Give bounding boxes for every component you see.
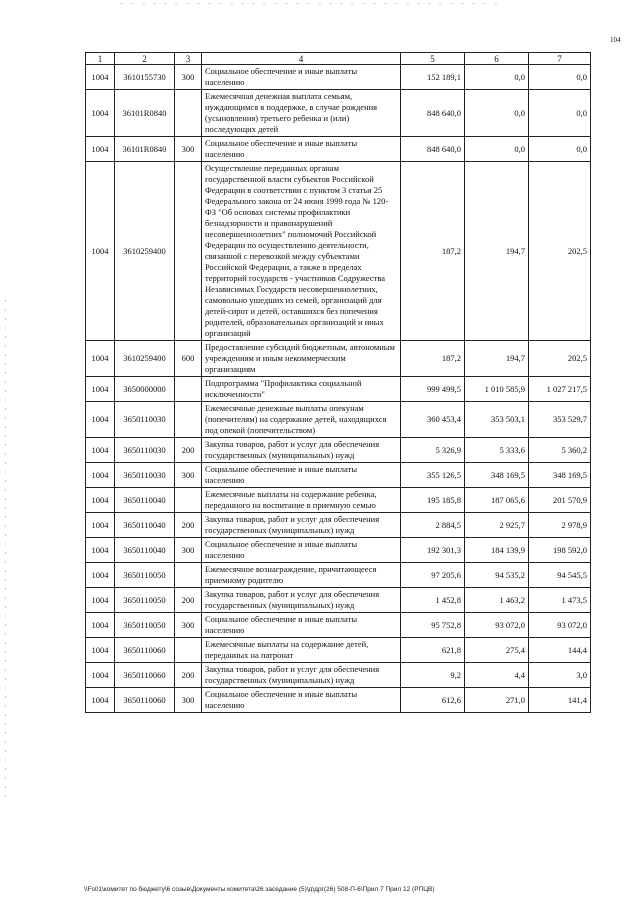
table-row xyxy=(86,162,591,341)
table-row xyxy=(86,688,591,713)
table-row xyxy=(86,563,591,588)
table-row xyxy=(86,638,591,663)
section-code-cell: 1004 xyxy=(86,438,115,463)
target-article-cell: 3650110050 xyxy=(115,588,175,613)
amount-col6-cell: 348 169,5 xyxy=(465,463,529,488)
amount-col6-cell: 4,4 xyxy=(465,663,529,688)
table-row xyxy=(86,613,591,638)
amount-col7-cell: 1 027 217,5 xyxy=(529,377,591,402)
amount-col7-cell: 94 545,5 xyxy=(529,563,591,588)
amount-col6-cell: 187 065,6 xyxy=(465,488,529,513)
header-cell: 3 xyxy=(175,53,202,65)
section-code-cell: 1004 xyxy=(86,402,115,438)
amount-col6-cell: 194,7 xyxy=(465,341,529,377)
amount-col7-cell: 202,5 xyxy=(529,162,591,341)
description-cell: Социальное обеспечение и иные выплаты населению xyxy=(202,463,401,488)
expense-type-cell xyxy=(175,638,202,663)
expense-type-cell: 300 xyxy=(175,688,202,713)
target-article-cell: 3650110030 xyxy=(115,402,175,438)
table-row xyxy=(86,663,591,688)
expense-type-cell: 200 xyxy=(175,513,202,538)
amount-col6-cell: 1 463,2 xyxy=(465,588,529,613)
scan-artifact-left xyxy=(5,300,6,800)
description-cell: Социальное обеспечение и иные выплаты населению xyxy=(202,613,401,638)
amount-col7-cell: 0,0 xyxy=(529,90,591,137)
amount-col6-cell: 0,0 xyxy=(465,65,529,90)
description-cell: Социальное обеспечение и иные выплаты населению xyxy=(202,688,401,713)
expense-type-cell: 300 xyxy=(175,463,202,488)
description-cell: Социальное обеспечение и иные выплаты населению xyxy=(202,538,401,563)
description-cell: Осуществление переданных органам государственной власти субъектов Российской Федерации в соответствии с пунктом 3 статьи 25 Федерального закона от 24 июня 1999 года № 120-ФЗ "Об основах системы профилактики безнадзорности и правонарушений несовершеннолетних" полномочий Российской Федерации по осуществлению деятельности, связанной с перевозкой между субъектами Российской Федерации, а также в пределах территорий государств - участников Содружества Независимых Государств несовершеннолетних, самовольно ушедших из семей, организаций для детей-сирот и детей, оставшихся без попечения родителей, образовательных организаций и иных организаций xyxy=(202,162,401,341)
target-article-cell: 36101R0840 xyxy=(115,90,175,137)
section-code-cell: 1004 xyxy=(86,377,115,402)
description-cell: Закупка товаров, работ и услуг для обеспечения государственных (муниципальных) нужд xyxy=(202,438,401,463)
amount-col7-cell: 2 978,9 xyxy=(529,513,591,538)
section-code-cell: 1004 xyxy=(86,563,115,588)
target-article-cell: 3650110040 xyxy=(115,513,175,538)
target-article-cell: 3650000000 xyxy=(115,377,175,402)
section-code-cell: 1004 xyxy=(86,90,115,137)
amount-col7-cell: 3,0 xyxy=(529,663,591,688)
table-row xyxy=(86,488,591,513)
amount-col6-cell: 275,4 xyxy=(465,638,529,663)
expense-type-cell: 200 xyxy=(175,663,202,688)
amount-col5-cell: 355 126,5 xyxy=(401,463,465,488)
header-cell: 1 xyxy=(86,53,115,65)
header-cell: 2 xyxy=(115,53,175,65)
section-code-cell: 1004 xyxy=(86,538,115,563)
amount-col6-cell: 5 333,6 xyxy=(465,438,529,463)
section-code-cell: 1004 xyxy=(86,688,115,713)
table-row xyxy=(86,402,591,438)
target-article-cell: 36101R0840 xyxy=(115,137,175,162)
table-row xyxy=(86,377,591,402)
description-cell: Предоставление субсидий бюджетным, автономным учреждениям и иным некоммерческим организациям xyxy=(202,341,401,377)
amount-col6-cell: 271,0 xyxy=(465,688,529,713)
target-article-cell: 3610259400 xyxy=(115,341,175,377)
target-article-cell: 3650110030 xyxy=(115,463,175,488)
section-code-cell: 1004 xyxy=(86,341,115,377)
footer-file-path: \\Fs01\комитет по бюджету\6 созыв\Документы комитета\26 заседание (5)\д\дрг(26) 508-П-6\Прил 7 Прил 12 (РПЦВ) xyxy=(84,886,435,893)
amount-col5-cell: 360 453,4 xyxy=(401,402,465,438)
table-row xyxy=(86,513,591,538)
table-row xyxy=(86,438,591,463)
amount-col6-cell: 94 535,2 xyxy=(465,563,529,588)
section-code-cell: 1004 xyxy=(86,463,115,488)
expense-type-cell: 200 xyxy=(175,588,202,613)
description-cell: Закупка товаров, работ и услуг для обеспечения государственных (муниципальных) нужд xyxy=(202,588,401,613)
description-cell: Подпрограмма "Профилактика социальной исключенности" xyxy=(202,377,401,402)
description-cell: Ежемесячные денежные выплаты опекунам (попечителям) на содержание детей, находящихся под опекой (попечительством) xyxy=(202,402,401,438)
header-cell: 5 xyxy=(401,53,465,65)
target-article-cell: 3610259400 xyxy=(115,162,175,341)
amount-col7-cell: 93 072,0 xyxy=(529,613,591,638)
table-row xyxy=(86,65,591,90)
section-code-cell: 1004 xyxy=(86,613,115,638)
header-cell: 7 xyxy=(529,53,591,65)
expense-type-cell xyxy=(175,488,202,513)
target-article-cell: 3650110030 xyxy=(115,438,175,463)
budget-table xyxy=(85,52,591,713)
amount-col5-cell: 97 205,6 xyxy=(401,563,465,588)
section-code-cell: 1004 xyxy=(86,588,115,613)
amount-col5-cell: 848 640,0 xyxy=(401,137,465,162)
section-code-cell: 1004 xyxy=(86,65,115,90)
expense-type-cell: 300 xyxy=(175,65,202,90)
target-article-cell: 3650110060 xyxy=(115,638,175,663)
section-code-cell: 1004 xyxy=(86,663,115,688)
description-cell: Ежемесячные выплаты на содержание детей, переданных на патронат xyxy=(202,638,401,663)
amount-col5-cell: 848 640,0 xyxy=(401,90,465,137)
amount-col6-cell: 0,0 xyxy=(465,137,529,162)
amount-col6-cell: 0,0 xyxy=(465,90,529,137)
expense-type-cell: 300 xyxy=(175,613,202,638)
amount-col5-cell: 5 326,9 xyxy=(401,438,465,463)
table-row xyxy=(86,90,591,137)
description-cell: Ежемесячное вознаграждение, причитающееся приемному родителю xyxy=(202,563,401,588)
amount-col7-cell: 141,4 xyxy=(529,688,591,713)
amount-col5-cell: 187,2 xyxy=(401,162,465,341)
header-cell: 4 xyxy=(202,53,401,65)
table-header-row xyxy=(86,53,591,65)
expense-type-cell: 300 xyxy=(175,538,202,563)
table-row xyxy=(86,588,591,613)
page-number: 104 xyxy=(610,36,621,44)
target-article-cell: 3650110040 xyxy=(115,488,175,513)
amount-col5-cell: 187,2 xyxy=(401,341,465,377)
amount-col6-cell: 1 010 585,9 xyxy=(465,377,529,402)
amount-col7-cell: 353 529,7 xyxy=(529,402,591,438)
expense-type-cell xyxy=(175,563,202,588)
section-code-cell: 1004 xyxy=(86,513,115,538)
amount-col5-cell: 9,2 xyxy=(401,663,465,688)
description-cell: Социальное обеспечение и иные выплаты населению xyxy=(202,65,401,90)
expense-type-cell xyxy=(175,90,202,137)
header-cell: 6 xyxy=(465,53,529,65)
expense-type-cell: 300 xyxy=(175,137,202,162)
table-row xyxy=(86,341,591,377)
amount-col5-cell: 195 185,8 xyxy=(401,488,465,513)
amount-col6-cell: 353 503,1 xyxy=(465,402,529,438)
amount-col7-cell: 348 169,5 xyxy=(529,463,591,488)
expense-type-cell: 200 xyxy=(175,438,202,463)
amount-col7-cell: 201 570,9 xyxy=(529,488,591,513)
target-article-cell: 3650110060 xyxy=(115,688,175,713)
expense-type-cell: 600 xyxy=(175,341,202,377)
amount-col5-cell: 621,8 xyxy=(401,638,465,663)
description-cell: Закупка товаров, работ и услуг для обеспечения государственных (муниципальных) нужд xyxy=(202,663,401,688)
amount-col5-cell: 2 884,5 xyxy=(401,513,465,538)
amount-col7-cell: 0,0 xyxy=(529,65,591,90)
expense-type-cell xyxy=(175,402,202,438)
description-cell: Ежемесячные выплаты на содержание ребенка, переданного на воспитание в приемную семью xyxy=(202,488,401,513)
table-row xyxy=(86,538,591,563)
description-cell: Социальное обеспечение и иные выплаты населению xyxy=(202,137,401,162)
target-article-cell: 3610155730 xyxy=(115,65,175,90)
amount-col5-cell: 1 452,8 xyxy=(401,588,465,613)
description-cell: Ежемесячная денежная выплата семьям, нуждающимся в поддержке, в случае рождения (усыновления) третьего ребенка и (или) последующих детей xyxy=(202,90,401,137)
amount-col6-cell: 194,7 xyxy=(465,162,529,341)
amount-col7-cell: 1 473,5 xyxy=(529,588,591,613)
target-article-cell: 3650110050 xyxy=(115,563,175,588)
amount-col7-cell: 5 360,2 xyxy=(529,438,591,463)
amount-col5-cell: 95 752,8 xyxy=(401,613,465,638)
table-row xyxy=(86,137,591,162)
amount-col7-cell: 144,4 xyxy=(529,638,591,663)
amount-col6-cell: 2 925,7 xyxy=(465,513,529,538)
amount-col6-cell: 184 139,9 xyxy=(465,538,529,563)
amount-col5-cell: 999 499,5 xyxy=(401,377,465,402)
scan-artifact-top xyxy=(120,3,500,4)
section-code-cell: 1004 xyxy=(86,137,115,162)
amount-col5-cell: 192 301,3 xyxy=(401,538,465,563)
amount-col7-cell: 198 592,0 xyxy=(529,538,591,563)
section-code-cell: 1004 xyxy=(86,488,115,513)
description-cell: Закупка товаров, работ и услуг для обеспечения государственных (муниципальных) нужд xyxy=(202,513,401,538)
section-code-cell: 1004 xyxy=(86,162,115,341)
target-article-cell: 3650110060 xyxy=(115,663,175,688)
section-code-cell: 1004 xyxy=(86,638,115,663)
amount-col7-cell: 0,0 xyxy=(529,137,591,162)
amount-col6-cell: 93 072,0 xyxy=(465,613,529,638)
amount-col5-cell: 152 189,1 xyxy=(401,65,465,90)
target-article-cell: 3650110040 xyxy=(115,538,175,563)
expense-type-cell xyxy=(175,377,202,402)
amount-col5-cell: 612,6 xyxy=(401,688,465,713)
amount-col7-cell: 202,5 xyxy=(529,341,591,377)
expense-type-cell xyxy=(175,162,202,341)
target-article-cell: 3650110050 xyxy=(115,613,175,638)
table-row xyxy=(86,463,591,488)
